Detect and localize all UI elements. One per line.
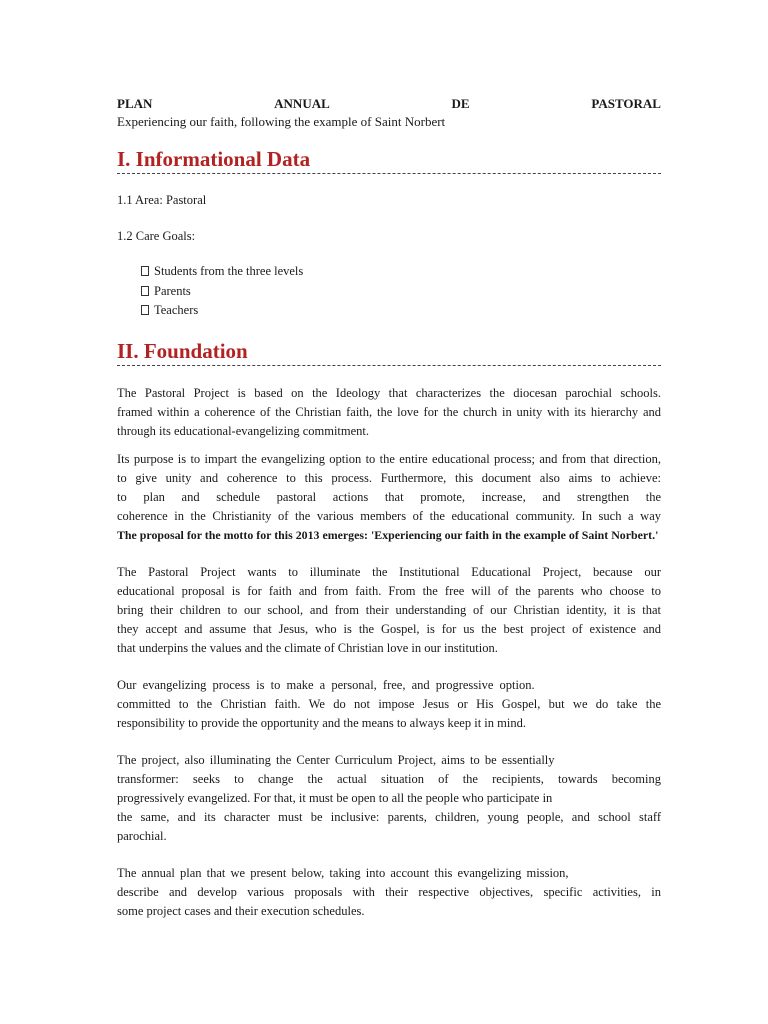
paragraph-line: educational proposal is for faith and from faith. From the free will of the parents who choose to [117, 583, 661, 598]
checkbox-bullet-icon [141, 286, 149, 296]
section-heading-foundation: II. Foundation [117, 338, 661, 366]
paragraph-line: the same, and its character must be inclusive: parents, children, young people, and school staff [117, 809, 661, 824]
document-page [117, 96, 661, 921]
title-word: PASTORAL [591, 96, 661, 111]
paragraph-line: through its educational-evangelizing commitment. [117, 423, 370, 438]
title-word: PLAN [117, 96, 153, 111]
motto-line: The proposal for the motto for this 2013 emerges: 'Experiencing our faith in the example of Saint Norbert.' [117, 527, 659, 542]
paragraph-line: they accept and assume that Jesus, who is the Gospel, is for us the best project of existence and [117, 621, 661, 636]
paragraph-line: coherence in the Christianity of the various members of the educational community. In such a way [117, 508, 661, 523]
paragraph-line: The Pastoral Project wants to illuminate the Institutional Educational Project, because our [117, 564, 661, 579]
title-word: ANNUAL [274, 96, 330, 111]
paragraph-line: transformer: seeks to change the actual situation of the recipients, towards becoming [117, 771, 661, 786]
paragraph-line: progressively evangelized. For that, it must be open to all the people who participate in [117, 790, 553, 805]
paragraph-line: to give unity and coherence to this process. Furthermore, this document also aims to achieve: [117, 470, 661, 485]
paragraph-line: framed within a coherence of the Christian faith, the love for the church in unity with its hierarchy and [117, 404, 661, 419]
paragraph-line: some project cases and their execution schedules. [117, 903, 365, 918]
paragraph-line: Our evangelizing process is to make a personal, free, and progressive option. [117, 677, 535, 692]
paragraph-2 [117, 450, 661, 545]
document-subtitle: Experiencing our faith, following the example of Saint Norbert [117, 114, 446, 129]
paragraph-line: parochial. [117, 828, 167, 843]
paragraph-line: that underpins the values and the climate of Christian love in our institution. [117, 640, 498, 655]
paragraph-line: to plan and schedule pastoral actions that promote, increase, and strengthen the [117, 489, 661, 504]
paragraph-3 [117, 563, 661, 658]
care-goals-list [117, 262, 661, 321]
list-item: Teachers [141, 301, 661, 321]
title-word: DE [451, 96, 470, 111]
section-heading-informational-data: I. Informational Data [117, 146, 661, 174]
paragraph-line: The Pastoral Project is based on the Ideology that characterizes the diocesan parochial schools. [117, 385, 661, 400]
paragraph-line: Its purpose is to impart the evangelizing option to the entire educational process; and from that direction, [117, 451, 661, 466]
care-goals-label: 1.2 Care Goals: [117, 229, 196, 243]
paragraph-6 [117, 864, 661, 921]
paragraph-line: committed to the Christian faith. We do not impose Jesus or His Gospel, but we do take the [117, 696, 661, 711]
paragraph-line: describe and develop various proposals with their respective objectives, specific activities, in [117, 884, 661, 899]
checkbox-bullet-icon [141, 305, 149, 315]
list-item: Parents [141, 282, 661, 302]
paragraph-5 [117, 751, 661, 846]
paragraph-1 [117, 384, 661, 441]
document-title [117, 96, 661, 111]
paragraph-line: The annual plan that we present below, taking into account this evangelizing mission, [117, 865, 569, 880]
paragraph-line: The project, also illuminating the Center Curriculum Project, aims to be essentially [117, 752, 555, 767]
paragraph-4 [117, 676, 661, 733]
paragraph-line: bring their children to our school, and from their understanding of our Christian identity, it is that [117, 602, 661, 617]
paragraph-line: responsibility to provide the opportunity and the means to always keep it in mind. [117, 715, 526, 730]
list-item: Students from the three levels [141, 262, 661, 282]
area-line: 1.1 Area: Pastoral [117, 193, 207, 207]
checkbox-bullet-icon [141, 266, 149, 276]
